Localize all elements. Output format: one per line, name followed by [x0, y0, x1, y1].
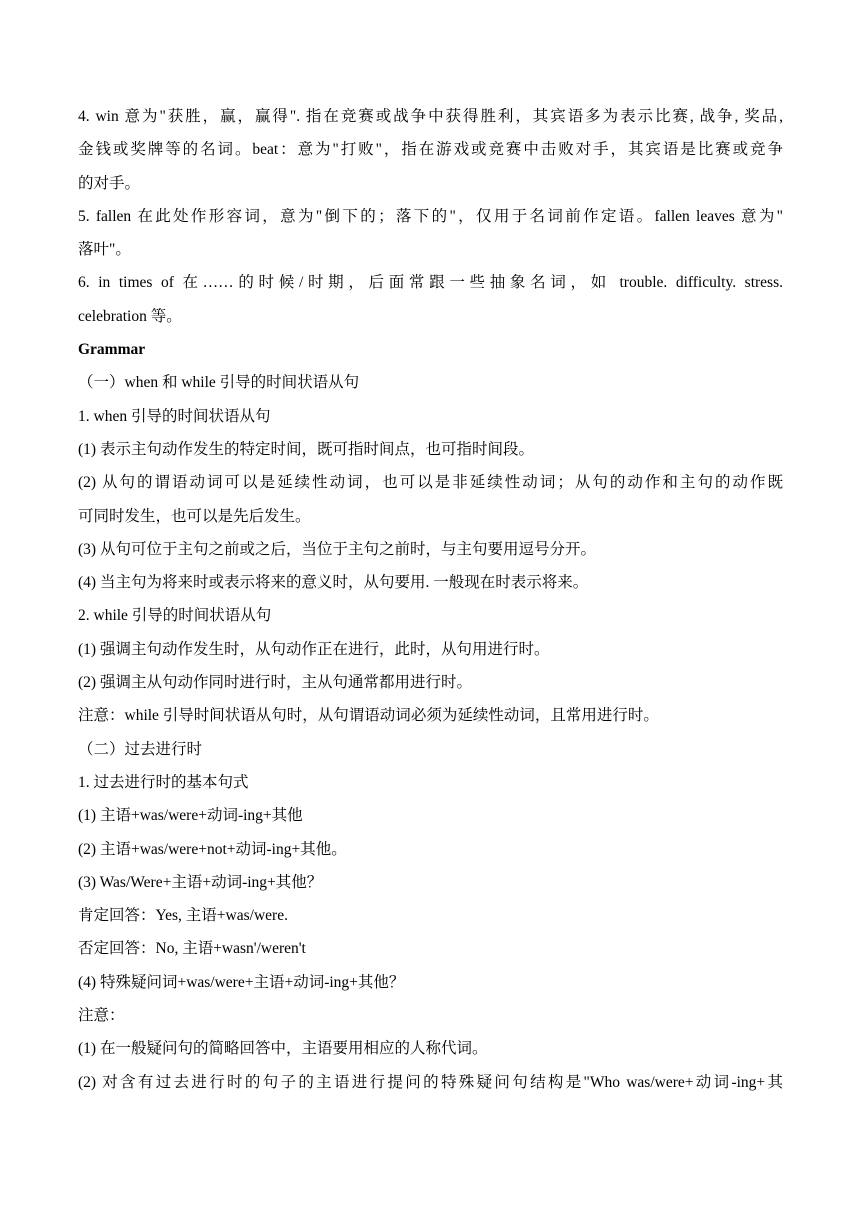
text-line: 落叶"。 [78, 241, 131, 259]
text-line: (2) 从句的谓语动词可以是延续性动词，也可以是非延续性动词；从句的动作和主句的动作既 [78, 474, 783, 492]
text-line: (4) 特殊疑问词+was/were+主语+动词-ing+其他？ [78, 973, 405, 991]
document-body [78, 100, 783, 1099]
text-line: (2) 对含有过去进行时的句子的主语进行提问的特殊疑问句结构是"Who was/were+动词-ing+其 [78, 1073, 783, 1091]
text-line: (1) 在一般疑问句的简略回答中，主语要用相应的人称代词。 [78, 1040, 488, 1058]
text-line: 可同时发生，也可以是先后发生。 [78, 507, 311, 525]
text-line: (4) 当主句为将来时或表示将来的意义时，从句要用. 一般现在时表示将来。 [78, 574, 589, 592]
text-line: 否定回答：No, 主语+wasn'/weren't [78, 940, 306, 958]
text-line: (1) 强调主句动作发生时，从句动作正在进行，此时，从句用进行时。 [78, 640, 550, 658]
text-line: 2. while 引导的时间状语从句 [78, 607, 272, 625]
text-line: 注意：while 引导时间状语从句时，从句谓语动词必须为延续性动词，且常用进行时。 [78, 707, 659, 725]
text-line: （一）when 和 while 引导的时间状语从句 [78, 374, 360, 392]
text-line: (1) 主语+was/were+动词-ing+其他 [78, 807, 303, 825]
text-line: celebration 等。 [78, 307, 182, 325]
text-line: (1) 表示主句动作发生的特定时间，既可指时间点，也可指时间段。 [78, 440, 534, 458]
text-line: 注意： [78, 1007, 125, 1025]
text-line: (2) 主语+was/were+not+动词-ing+其他。 [78, 840, 347, 858]
text-line: 5. fallen 在此处作形容词，意为"倒下的；落下的"，仅用于名词前作定语。fallen leaves 意为" [78, 207, 783, 225]
text-line: 1. 过去进行时的基本句式 [78, 773, 249, 791]
text-line: 肯定回答：Yes, 主语+was/were. [78, 907, 288, 925]
text-line: (2) 强调主从句动作同时进行时，主从句通常都用进行时。 [78, 674, 472, 692]
section-heading: Grammar [78, 341, 146, 359]
text-line: 6. in times of 在……的时候/时期，后面常跟一些抽象名词，如 trouble. difficulty. stress. [78, 274, 783, 292]
text-line: （二）过去进行时 [78, 740, 203, 758]
text-line: (3) Was/Were+主语+动词-ing+其他？ [78, 873, 323, 891]
text-line: (3) 从句可位于主句之前或之后，当位于主句之前时，与主句要用逗号分开。 [78, 540, 596, 558]
text-line: 1. when 引导的时间状语从句 [78, 407, 271, 425]
text-line: 的对手。 [78, 174, 141, 192]
text-line: 金钱或奖牌等的名词。beat：意为"打败"，指在游戏或竞赛中击败对手，其宾语是比赛或竞争 [78, 141, 783, 159]
text-line: 4. win 意为"获胜，赢，赢得". 指在竞赛或战争中获得胜利，其宾语多为表示比赛, 战争, 奖品, [78, 108, 783, 125]
